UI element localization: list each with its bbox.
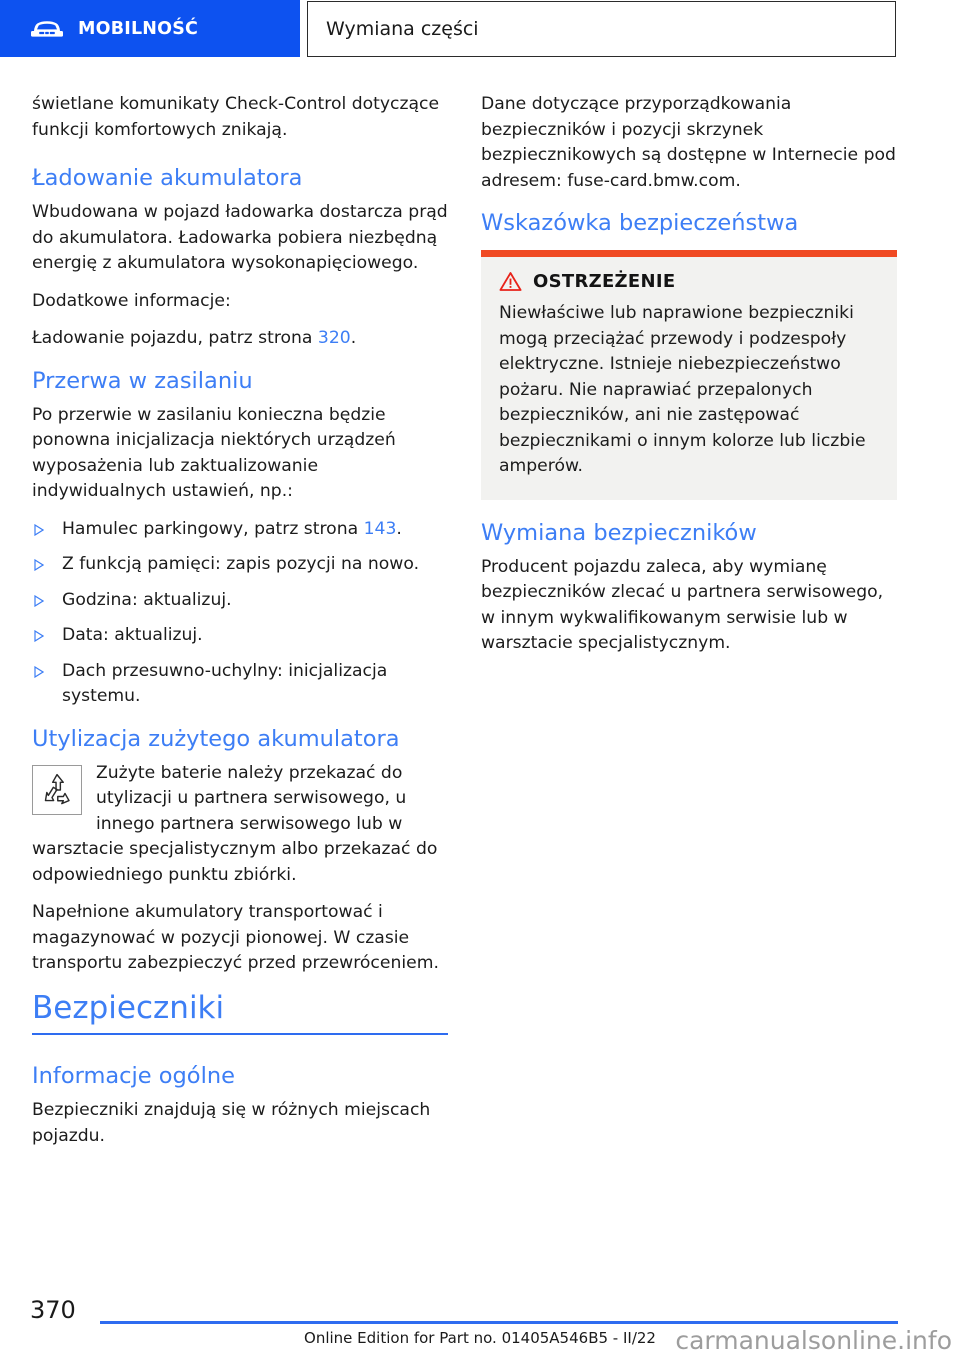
- chapter-title-rule: [32, 1033, 448, 1036]
- list-item: [32, 517, 448, 543]
- list-item-text: Hamulec parkingowy, patrz strona: [62, 518, 364, 539]
- paragraph-battery-transport: Napełnione akumulatory transportować i magazynować w pozycji pionowej. W czasie transportu zabezpieczyć przed przewróceniem.: [32, 902, 439, 973]
- list-item: [32, 588, 448, 614]
- triangle-bullet-icon: [34, 666, 44, 678]
- list-item-text: Data: aktualizuj.: [62, 625, 203, 645]
- list-item: [32, 552, 448, 578]
- chapter-tab[interactable]: [0, 0, 300, 57]
- continued-paragraph: świetlane komunikaty Check-Control dotyczące funkcji komfortowych znikają.: [32, 94, 440, 140]
- section-tab-label: Wymiana części: [326, 18, 479, 40]
- paragraph-additional-info: Dodatkowe informacje:: [32, 290, 231, 311]
- paragraph-power-interruption: Po przerwie w zasilaniu konieczna będzie ponowna inicjalizacja niektórych urządzeń wyposażenia lub zaktualizowanie indywidualnych ustawień, np.:: [32, 404, 396, 501]
- reference-text: Ładowanie pojazdu, patrz strona: [32, 328, 318, 348]
- heading-informacje-ogolne: Informacje ogólne: [32, 1063, 235, 1089]
- page-reference-link[interactable]: 320: [317, 328, 351, 348]
- reference-period: .: [350, 328, 357, 348]
- list-item-text: Z funkcją pamięci: zapis pozycji na nowo.: [62, 554, 420, 574]
- paragraph-fuse-replacement: Producent pojazdu zaleca, aby wymianę bezpieczników zlecać u partnera serwisowego, w innym wykwalifikowanym serwisie lub w warsztacie specjalistycznym.: [481, 556, 884, 653]
- list-item-period: .: [396, 518, 402, 539]
- warning-text: Niewłaściwe lub naprawione bezpieczniki mogą przeciążać przewody i podzespoły elektryczne. Istnieje niebezpieczeństwo pożaru. Nie naprawiać przepalonych bezpieczników, ani nie zastępować bezpiecznikami o innym kolorze lub liczbie amperów.: [499, 303, 866, 476]
- heading-utylizacja-akumulatora: Utylizacja zużytego akumulatora: [32, 725, 400, 752]
- reference-line-charging: [32, 326, 448, 352]
- footer-edition-text: Online Edition for Part no. 01405A546B5 - II/22: [304, 1329, 656, 1347]
- chapter-title-bezpieczniki: Bezpieczniki: [32, 989, 225, 1026]
- recycle-info-block: [32, 761, 448, 889]
- triangle-bullet-icon: [34, 595, 44, 607]
- warning-header: [499, 271, 879, 292]
- list-item-text: Godzina: aktualizuj.: [62, 589, 232, 610]
- left-column: [32, 92, 448, 1161]
- recycling-symbol-icon: [32, 765, 82, 815]
- heading-ladowanie-akumulatora: Ładowanie akumulatora: [32, 165, 303, 191]
- warning-box-accent-bar: [481, 250, 897, 257]
- footer-rule: [100, 1321, 898, 1324]
- page-number: 370: [30, 1296, 76, 1324]
- warning-triangle-icon: [499, 271, 522, 292]
- chapter-tab-label: MOBILNOŚĆ: [78, 18, 199, 39]
- list-item-text: Dach przesuwno-uchylny: inicjalizacja systemu.: [62, 660, 388, 706]
- page-header: [0, 0, 960, 60]
- warning-box-content: [481, 257, 897, 500]
- list-item: [32, 623, 448, 649]
- triangle-bullet-icon: [34, 559, 44, 571]
- section-tab[interactable]: [307, 1, 896, 57]
- watermark-text: carmanualsonline.info: [675, 1326, 952, 1355]
- page-reference-link[interactable]: 143: [363, 518, 397, 539]
- list-item: [32, 659, 448, 710]
- heading-wskazowka-bezpieczenstwa: Wskazówka bezpieczeństwa: [481, 210, 799, 236]
- paragraph-fuse-locations: Bezpieczniki znajdują się w różnych miejscach pojazdu.: [32, 1100, 431, 1146]
- paragraph-charger: Wbudowana w pojazd ładowarka dostarcza prąd do akumulatora. Ładowarka pobiera niezbędną energię z akumulatora wysokonapięciowego.: [32, 202, 448, 273]
- heading-przerwa-w-zasilaniu: Przerwa w zasilaniu: [32, 367, 253, 394]
- paragraph-fusecard-info: Dane dotyczące przyporządkowania bezpieczników i pozycji skrzynek bezpiecznikowych są dostępne w Internecie pod adresem: fuse-card.bmw.com.: [481, 94, 896, 191]
- recycle-paragraph: Zużyte baterie należy przekazać do utylizacji u partnera serwisowego, u innego partnera serwisowego lub w warsztacie specjalistycznym albo przekazać do odpowiedniego punktu zbiórki.: [32, 762, 438, 885]
- heading-wymiana-bezpiecznikow: Wymiana bezpieczników: [481, 519, 757, 546]
- page-footer: [0, 1290, 960, 1362]
- triangle-bullet-icon: [34, 524, 44, 536]
- car-front-icon: [30, 18, 64, 40]
- warning-box: [481, 250, 897, 500]
- bullet-list-reinit: [32, 517, 448, 710]
- triangle-bullet-icon: [34, 630, 44, 642]
- warning-title: OSTRZEŻENIE: [533, 271, 676, 292]
- right-column: [481, 92, 897, 669]
